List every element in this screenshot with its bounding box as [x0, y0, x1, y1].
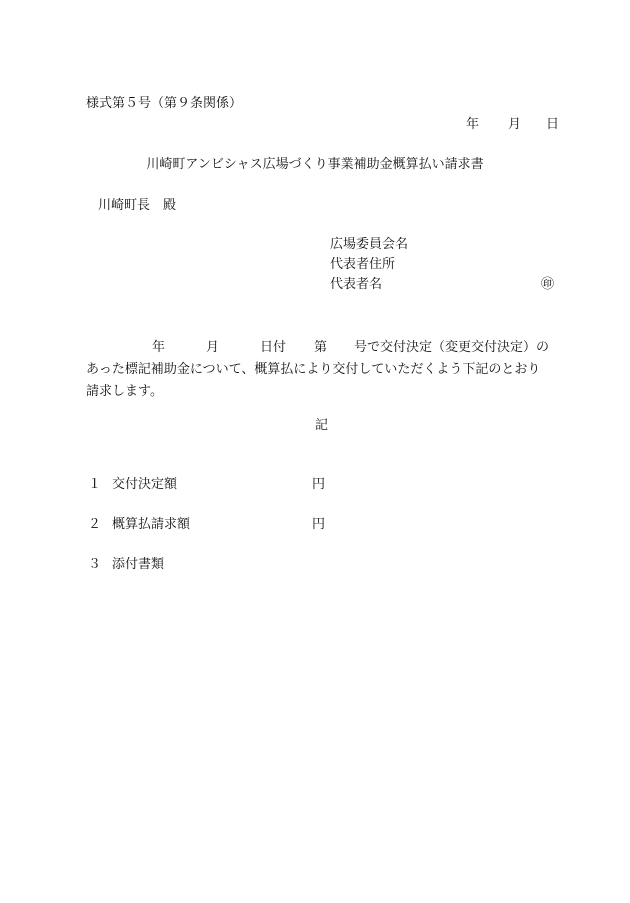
body-number-prefix: 第 [314, 340, 328, 355]
committee-name-label: 広場委員会名 [330, 237, 409, 252]
date-day: 日 [546, 117, 560, 132]
body-month: 月 [206, 340, 220, 355]
request-body [86, 337, 558, 403]
document-title: 川崎町アンビシャス広場づくり事業補助金概算払い請求書 [146, 157, 484, 172]
representative-name-label: 代表者名 [330, 277, 383, 292]
item-label: 交付決定額 [112, 477, 178, 492]
body-line-1 [86, 337, 558, 359]
body-year: 年 [152, 340, 166, 355]
seal-mark: ㊞ [541, 277, 555, 292]
item-number: ２ [88, 517, 102, 532]
ki-heading: 記 [315, 418, 329, 433]
item-label: 添付書類 [112, 557, 165, 572]
representative-address-label: 代表者住所 [330, 257, 396, 272]
form-number: 様式第５号（第９条関係） [86, 96, 243, 111]
item-number: ３ [88, 557, 102, 572]
date-year: 年 [466, 117, 480, 132]
body-line-3: 請求します。 [86, 384, 163, 399]
addressee: 川崎町長 殿 [98, 198, 177, 213]
body-line-1-rest: 号で交付決定（変更交付決定）の [354, 340, 550, 355]
body-dated: 日付 [260, 340, 287, 355]
body-line-2: あった標記補助金について、概算払により交付していただくよう下記のとおり [86, 362, 541, 377]
item-unit: 円 [312, 517, 326, 532]
item-number: １ [88, 477, 102, 492]
item-unit: 円 [312, 477, 326, 492]
item-label: 概算払請求額 [112, 517, 191, 532]
date-month: 月 [508, 117, 522, 132]
